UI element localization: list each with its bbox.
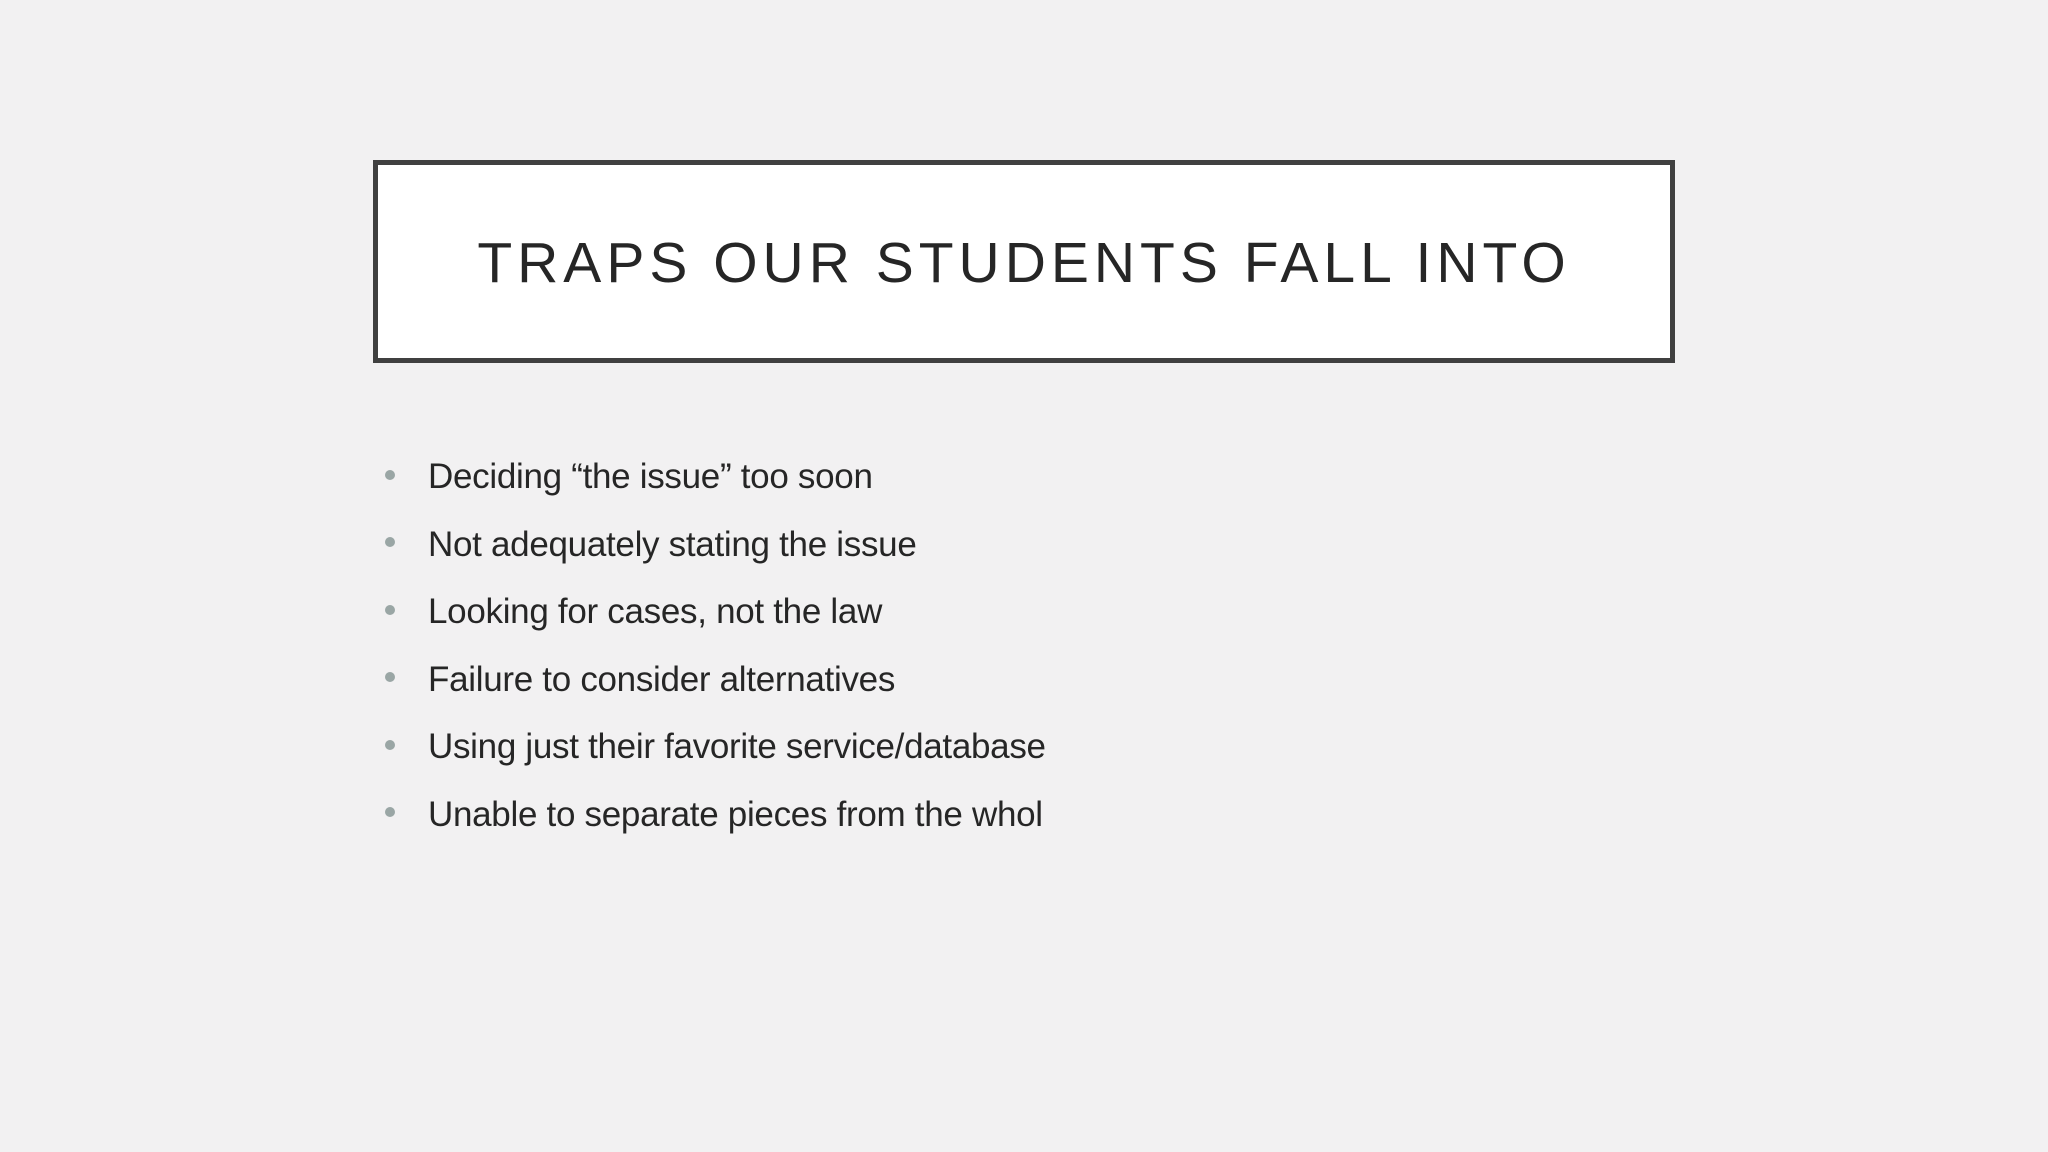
bullet-icon	[385, 740, 395, 750]
title-box	[373, 160, 1675, 363]
bullet-text: Looking for cases, not the law	[428, 592, 883, 631]
bullet-icon	[385, 672, 395, 682]
bullet-text: Not adequately stating the issue	[428, 524, 917, 564]
bullet-text: Unable to separate pieces from the whol	[428, 794, 1043, 834]
bullet-text: Using just their favorite service/database	[428, 727, 1046, 766]
bullet-icon	[385, 807, 395, 817]
bullet-text: Deciding “the issue” too soon	[428, 457, 873, 496]
bullet-text: Failure to consider alternatives	[428, 659, 896, 699]
slide-title: TRAPS OUR STUDENTS FALL INTO	[477, 230, 1571, 295]
bullet-icon	[385, 605, 395, 615]
bullet-icon	[385, 470, 395, 480]
bullet-icon	[385, 537, 395, 547]
